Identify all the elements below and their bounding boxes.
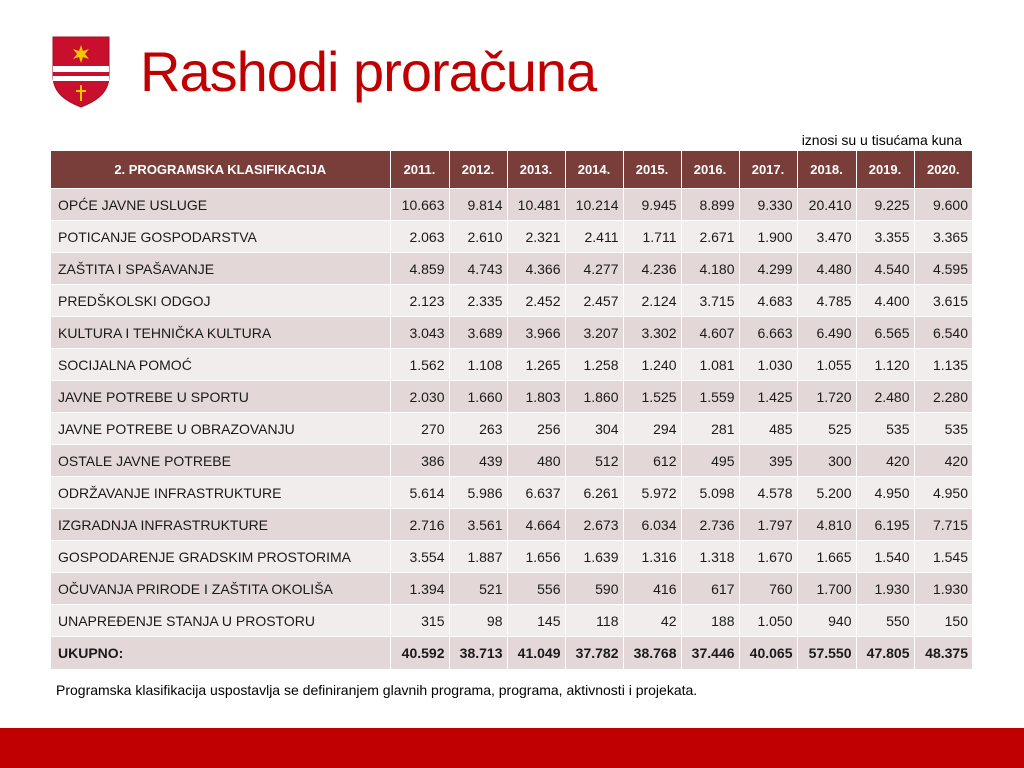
table-cell: 1.265 — [507, 349, 565, 381]
table-cell: 4.236 — [623, 253, 681, 285]
table-cell: 1.665 — [797, 541, 856, 573]
table-cell: 940 — [797, 605, 856, 637]
table-cell: 4.664 — [507, 509, 565, 541]
table-cell: 420 — [856, 445, 914, 477]
table-cell: 1.670 — [739, 541, 797, 573]
table-cell: 521 — [449, 573, 507, 605]
table-cell: 2.673 — [565, 509, 623, 541]
table-cell: 188 — [681, 605, 739, 637]
table-cell: 6.637 — [507, 477, 565, 509]
table-cell: 98 — [449, 605, 507, 637]
table-cell: 4.277 — [565, 253, 623, 285]
table-cell: 1.394 — [390, 573, 449, 605]
table-cell: 3.365 — [914, 221, 972, 253]
table-cell: 2.123 — [390, 285, 449, 317]
column-header-category: 2. PROGRAMSKA KLASIFIKACIJA — [51, 151, 390, 189]
table-cell: 617 — [681, 573, 739, 605]
row-label: JAVNE POTREBE U SPORTU — [51, 381, 390, 413]
table-cell: 2.457 — [565, 285, 623, 317]
table-cell: 1.656 — [507, 541, 565, 573]
table-cell: 1.030 — [739, 349, 797, 381]
column-header-year: 2020. — [914, 151, 972, 189]
table-cell: 8.899 — [681, 189, 739, 221]
table-cell: 1.660 — [449, 381, 507, 413]
table-cell: 118 — [565, 605, 623, 637]
table-cell: 1.240 — [623, 349, 681, 381]
table-cell: 1.316 — [623, 541, 681, 573]
table-cell: 535 — [914, 413, 972, 445]
table-cell: 1.540 — [856, 541, 914, 573]
table-cell: 4.180 — [681, 253, 739, 285]
table-cell: 4.785 — [797, 285, 856, 317]
table-cell: 395 — [739, 445, 797, 477]
table-cell: 3.715 — [681, 285, 739, 317]
column-header-year: 2018. — [797, 151, 856, 189]
table-cell: 2.671 — [681, 221, 739, 253]
table-row — [51, 349, 972, 381]
column-header-year: 2014. — [565, 151, 623, 189]
total-cell: 47.805 — [856, 637, 914, 670]
row-label: JAVNE POTREBE U OBRAZOVANJU — [51, 413, 390, 445]
table-cell: 1.639 — [565, 541, 623, 573]
table-cell: 3.966 — [507, 317, 565, 349]
table-cell: 270 — [390, 413, 449, 445]
table-row — [51, 381, 972, 413]
table-cell: 1.545 — [914, 541, 972, 573]
table-cell: 3.561 — [449, 509, 507, 541]
table-cell: 5.972 — [623, 477, 681, 509]
table-cell: 4.480 — [797, 253, 856, 285]
table-cell: 1.562 — [390, 349, 449, 381]
table-cell: 4.578 — [739, 477, 797, 509]
table-cell: 2.335 — [449, 285, 507, 317]
table-cell: 304 — [565, 413, 623, 445]
table-row — [51, 477, 972, 509]
table-cell: 535 — [856, 413, 914, 445]
table-row — [51, 253, 972, 285]
total-cell: 48.375 — [914, 637, 972, 670]
table-cell: 420 — [914, 445, 972, 477]
table-cell: 10.481 — [507, 189, 565, 221]
column-header-year: 2011. — [390, 151, 449, 189]
table-cell: 6.261 — [565, 477, 623, 509]
column-header-year: 2017. — [739, 151, 797, 189]
table-cell: 1.525 — [623, 381, 681, 413]
column-header-year: 2015. — [623, 151, 681, 189]
total-cell: 40.065 — [739, 637, 797, 670]
coat-of-arms-icon — [52, 36, 110, 108]
total-cell: 41.049 — [507, 637, 565, 670]
total-row — [51, 637, 972, 670]
table-cell: 3.355 — [856, 221, 914, 253]
total-cell: 38.713 — [449, 637, 507, 670]
table-cell: 10.214 — [565, 189, 623, 221]
table-cell: 1.258 — [565, 349, 623, 381]
table-cell: 1.559 — [681, 381, 739, 413]
table-cell: 2.030 — [390, 381, 449, 413]
table-cell: 20.410 — [797, 189, 856, 221]
table-cell: 1.425 — [739, 381, 797, 413]
table-cell: 263 — [449, 413, 507, 445]
table-cell: 9.225 — [856, 189, 914, 221]
table-cell: 1.930 — [914, 573, 972, 605]
table-cell: 3.207 — [565, 317, 623, 349]
table-cell: 550 — [856, 605, 914, 637]
table-cell: 145 — [507, 605, 565, 637]
table-cell: 7.715 — [914, 509, 972, 541]
table-cell: 5.614 — [390, 477, 449, 509]
row-label: POTICANJE GOSPODARSTVA — [51, 221, 390, 253]
table-row — [51, 605, 972, 637]
table-cell: 485 — [739, 413, 797, 445]
table-cell: 6.195 — [856, 509, 914, 541]
bottom-bar — [0, 728, 1024, 768]
table-cell: 281 — [681, 413, 739, 445]
table-row — [51, 285, 972, 317]
table-cell: 1.050 — [739, 605, 797, 637]
table-cell: 4.595 — [914, 253, 972, 285]
table-cell: 3.470 — [797, 221, 856, 253]
table-cell: 1.135 — [914, 349, 972, 381]
table-row — [51, 541, 972, 573]
table-row — [51, 221, 972, 253]
table-cell: 1.797 — [739, 509, 797, 541]
table-cell: 512 — [565, 445, 623, 477]
total-label: UKUPNO: — [51, 637, 390, 670]
table-cell: 4.950 — [914, 477, 972, 509]
row-label: IZGRADNJA INFRASTRUKTURE — [51, 509, 390, 541]
table-cell: 2.063 — [390, 221, 449, 253]
table-cell: 556 — [507, 573, 565, 605]
table-cell: 1.930 — [856, 573, 914, 605]
column-header-year: 2016. — [681, 151, 739, 189]
table-cell: 1.720 — [797, 381, 856, 413]
table-cell: 6.490 — [797, 317, 856, 349]
table-cell: 495 — [681, 445, 739, 477]
table-cell: 10.663 — [390, 189, 449, 221]
column-header-year: 2019. — [856, 151, 914, 189]
table-cell: 4.810 — [797, 509, 856, 541]
table-cell: 1.900 — [739, 221, 797, 253]
total-cell: 38.768 — [623, 637, 681, 670]
table-cell: 590 — [565, 573, 623, 605]
table-cell: 3.554 — [390, 541, 449, 573]
table-cell: 4.859 — [390, 253, 449, 285]
table-cell: 386 — [390, 445, 449, 477]
table-header-row — [51, 151, 972, 189]
table-cell: 6.565 — [856, 317, 914, 349]
table-cell: 1.860 — [565, 381, 623, 413]
table-cell: 2.321 — [507, 221, 565, 253]
table-cell: 3.615 — [914, 285, 972, 317]
total-cell: 37.782 — [565, 637, 623, 670]
table-cell: 4.366 — [507, 253, 565, 285]
table-cell: 4.400 — [856, 285, 914, 317]
table-cell: 1.108 — [449, 349, 507, 381]
table-cell: 42 — [623, 605, 681, 637]
table-cell: 2.736 — [681, 509, 739, 541]
table-cell: 416 — [623, 573, 681, 605]
table-row — [51, 445, 972, 477]
row-label: SOCIJALNA POMOĆ — [51, 349, 390, 381]
table-row — [51, 413, 972, 445]
table-row — [51, 573, 972, 605]
table-cell: 5.986 — [449, 477, 507, 509]
table-cell: 2.124 — [623, 285, 681, 317]
table-cell: 1.700 — [797, 573, 856, 605]
unit-note: iznosi su u tisućama kuna — [801, 132, 962, 148]
row-label: OSTALE JAVNE POTREBE — [51, 445, 390, 477]
page-title: Rashodi proračuna — [140, 40, 597, 103]
table-cell: 300 — [797, 445, 856, 477]
row-label: KULTURA I TEHNIČKA KULTURA — [51, 317, 390, 349]
table-cell: 480 — [507, 445, 565, 477]
table-row — [51, 317, 972, 349]
table-cell: 9.814 — [449, 189, 507, 221]
table-cell: 2.411 — [565, 221, 623, 253]
table-cell: 2.480 — [856, 381, 914, 413]
table-cell: 5.200 — [797, 477, 856, 509]
table-cell: 4.743 — [449, 253, 507, 285]
table-cell: 2.610 — [449, 221, 507, 253]
table-cell: 6.540 — [914, 317, 972, 349]
table-cell: 9.945 — [623, 189, 681, 221]
table-cell: 760 — [739, 573, 797, 605]
table-cell: 1.803 — [507, 381, 565, 413]
table-cell: 150 — [914, 605, 972, 637]
budget-table — [51, 151, 972, 669]
table-row — [51, 509, 972, 541]
table-cell: 3.043 — [390, 317, 449, 349]
row-label: PREDŠKOLSKI ODGOJ — [51, 285, 390, 317]
row-label: GOSPODARENJE GRADSKIM PROSTORIMA — [51, 541, 390, 573]
table-cell: 5.098 — [681, 477, 739, 509]
footnote: Programska klasifikacija uspostavlja se definiranjem glavnih programa, programa, aktivnosti i projekata. — [56, 682, 698, 698]
column-header-year: 2013. — [507, 151, 565, 189]
table-cell: 9.330 — [739, 189, 797, 221]
table-cell: 315 — [390, 605, 449, 637]
column-header-year: 2012. — [449, 151, 507, 189]
table-cell: 6.034 — [623, 509, 681, 541]
table-cell: 294 — [623, 413, 681, 445]
table-cell: 2.280 — [914, 381, 972, 413]
row-label: OČUVANJA PRIRODE I ZAŠTITA OKOLIŠA — [51, 573, 390, 605]
table-cell: 2.716 — [390, 509, 449, 541]
total-cell: 57.550 — [797, 637, 856, 670]
table-cell: 4.540 — [856, 253, 914, 285]
table-cell: 9.600 — [914, 189, 972, 221]
row-label: OPĆE JAVNE USLUGE — [51, 189, 390, 221]
table-cell: 1.711 — [623, 221, 681, 253]
table-cell: 1.055 — [797, 349, 856, 381]
table-cell: 3.689 — [449, 317, 507, 349]
table-cell: 3.302 — [623, 317, 681, 349]
table-cell: 1.887 — [449, 541, 507, 573]
table-cell: 4.299 — [739, 253, 797, 285]
row-label: ODRŽAVANJE INFRASTRUKTURE — [51, 477, 390, 509]
table-cell: 439 — [449, 445, 507, 477]
table-cell: 525 — [797, 413, 856, 445]
total-cell: 40.592 — [390, 637, 449, 670]
row-label: UNAPREĐENJE STANJA U PROSTORU — [51, 605, 390, 637]
table-cell: 612 — [623, 445, 681, 477]
table-cell: 1.120 — [856, 349, 914, 381]
table-cell: 256 — [507, 413, 565, 445]
row-label: ZAŠTITA I SPAŠAVANJE — [51, 253, 390, 285]
table-cell: 4.607 — [681, 317, 739, 349]
table-cell: 4.950 — [856, 477, 914, 509]
table-row — [51, 189, 972, 221]
table-cell: 1.081 — [681, 349, 739, 381]
table-cell: 1.318 — [681, 541, 739, 573]
table-cell: 2.452 — [507, 285, 565, 317]
table-cell: 4.683 — [739, 285, 797, 317]
total-cell: 37.446 — [681, 637, 739, 670]
table-cell: 6.663 — [739, 317, 797, 349]
